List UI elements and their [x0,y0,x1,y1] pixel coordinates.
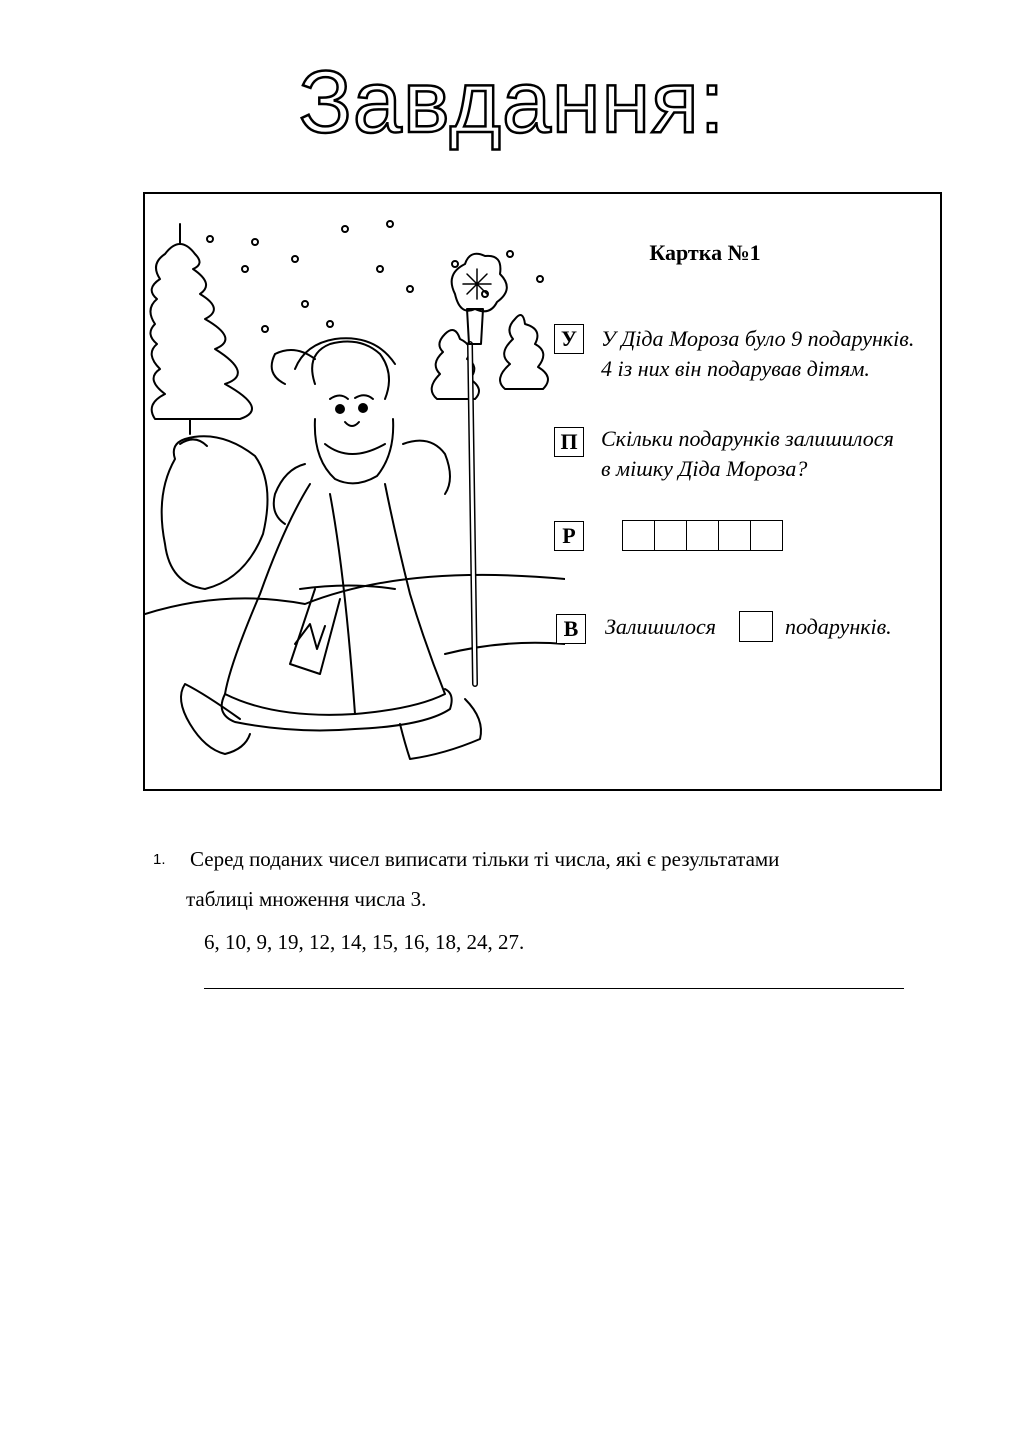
solution-cell[interactable] [622,520,655,551]
number-list: 6, 10, 9, 19, 12, 14, 15, 16, 18, 24, 27. [204,930,525,954]
row-letter-r: Р [554,521,584,551]
solution-cell[interactable] [718,520,751,551]
answer-text-after: подарунків. [785,614,892,639]
task-card [143,192,942,791]
exercise-instruction-line-2: таблиці множення числа 3. [186,887,427,911]
row-letter-p: П [554,427,584,457]
card-title: Картка №1 [649,240,761,265]
solution-cell[interactable] [750,520,783,551]
question-line-1: Скільки подарунків залишилося [601,426,894,451]
condition-line-2: 4 із них він подарував дітям. [601,356,870,381]
question-line-2: в мішку Діда Мороза? [601,456,808,481]
solution-grid[interactable] [622,520,782,551]
answer-write-line[interactable] [204,988,904,989]
page-title: Завдання: [298,52,726,151]
row-letter-v: В [556,614,586,644]
exercise-instruction-line-1: Серед поданих чисел виписати тільки ті числа, які є результатами [190,847,780,871]
answer-box[interactable] [739,611,773,642]
exercise-number: 1. [153,851,166,868]
solution-cell[interactable] [654,520,687,551]
ded-moroz-illustration [145,194,565,789]
condition-line-1: У Діда Мороза було 9 подарунків. [601,326,915,351]
answer-text-before: Залишилося [605,614,716,639]
row-letter-u: У [554,324,584,354]
solution-cell[interactable] [686,520,719,551]
